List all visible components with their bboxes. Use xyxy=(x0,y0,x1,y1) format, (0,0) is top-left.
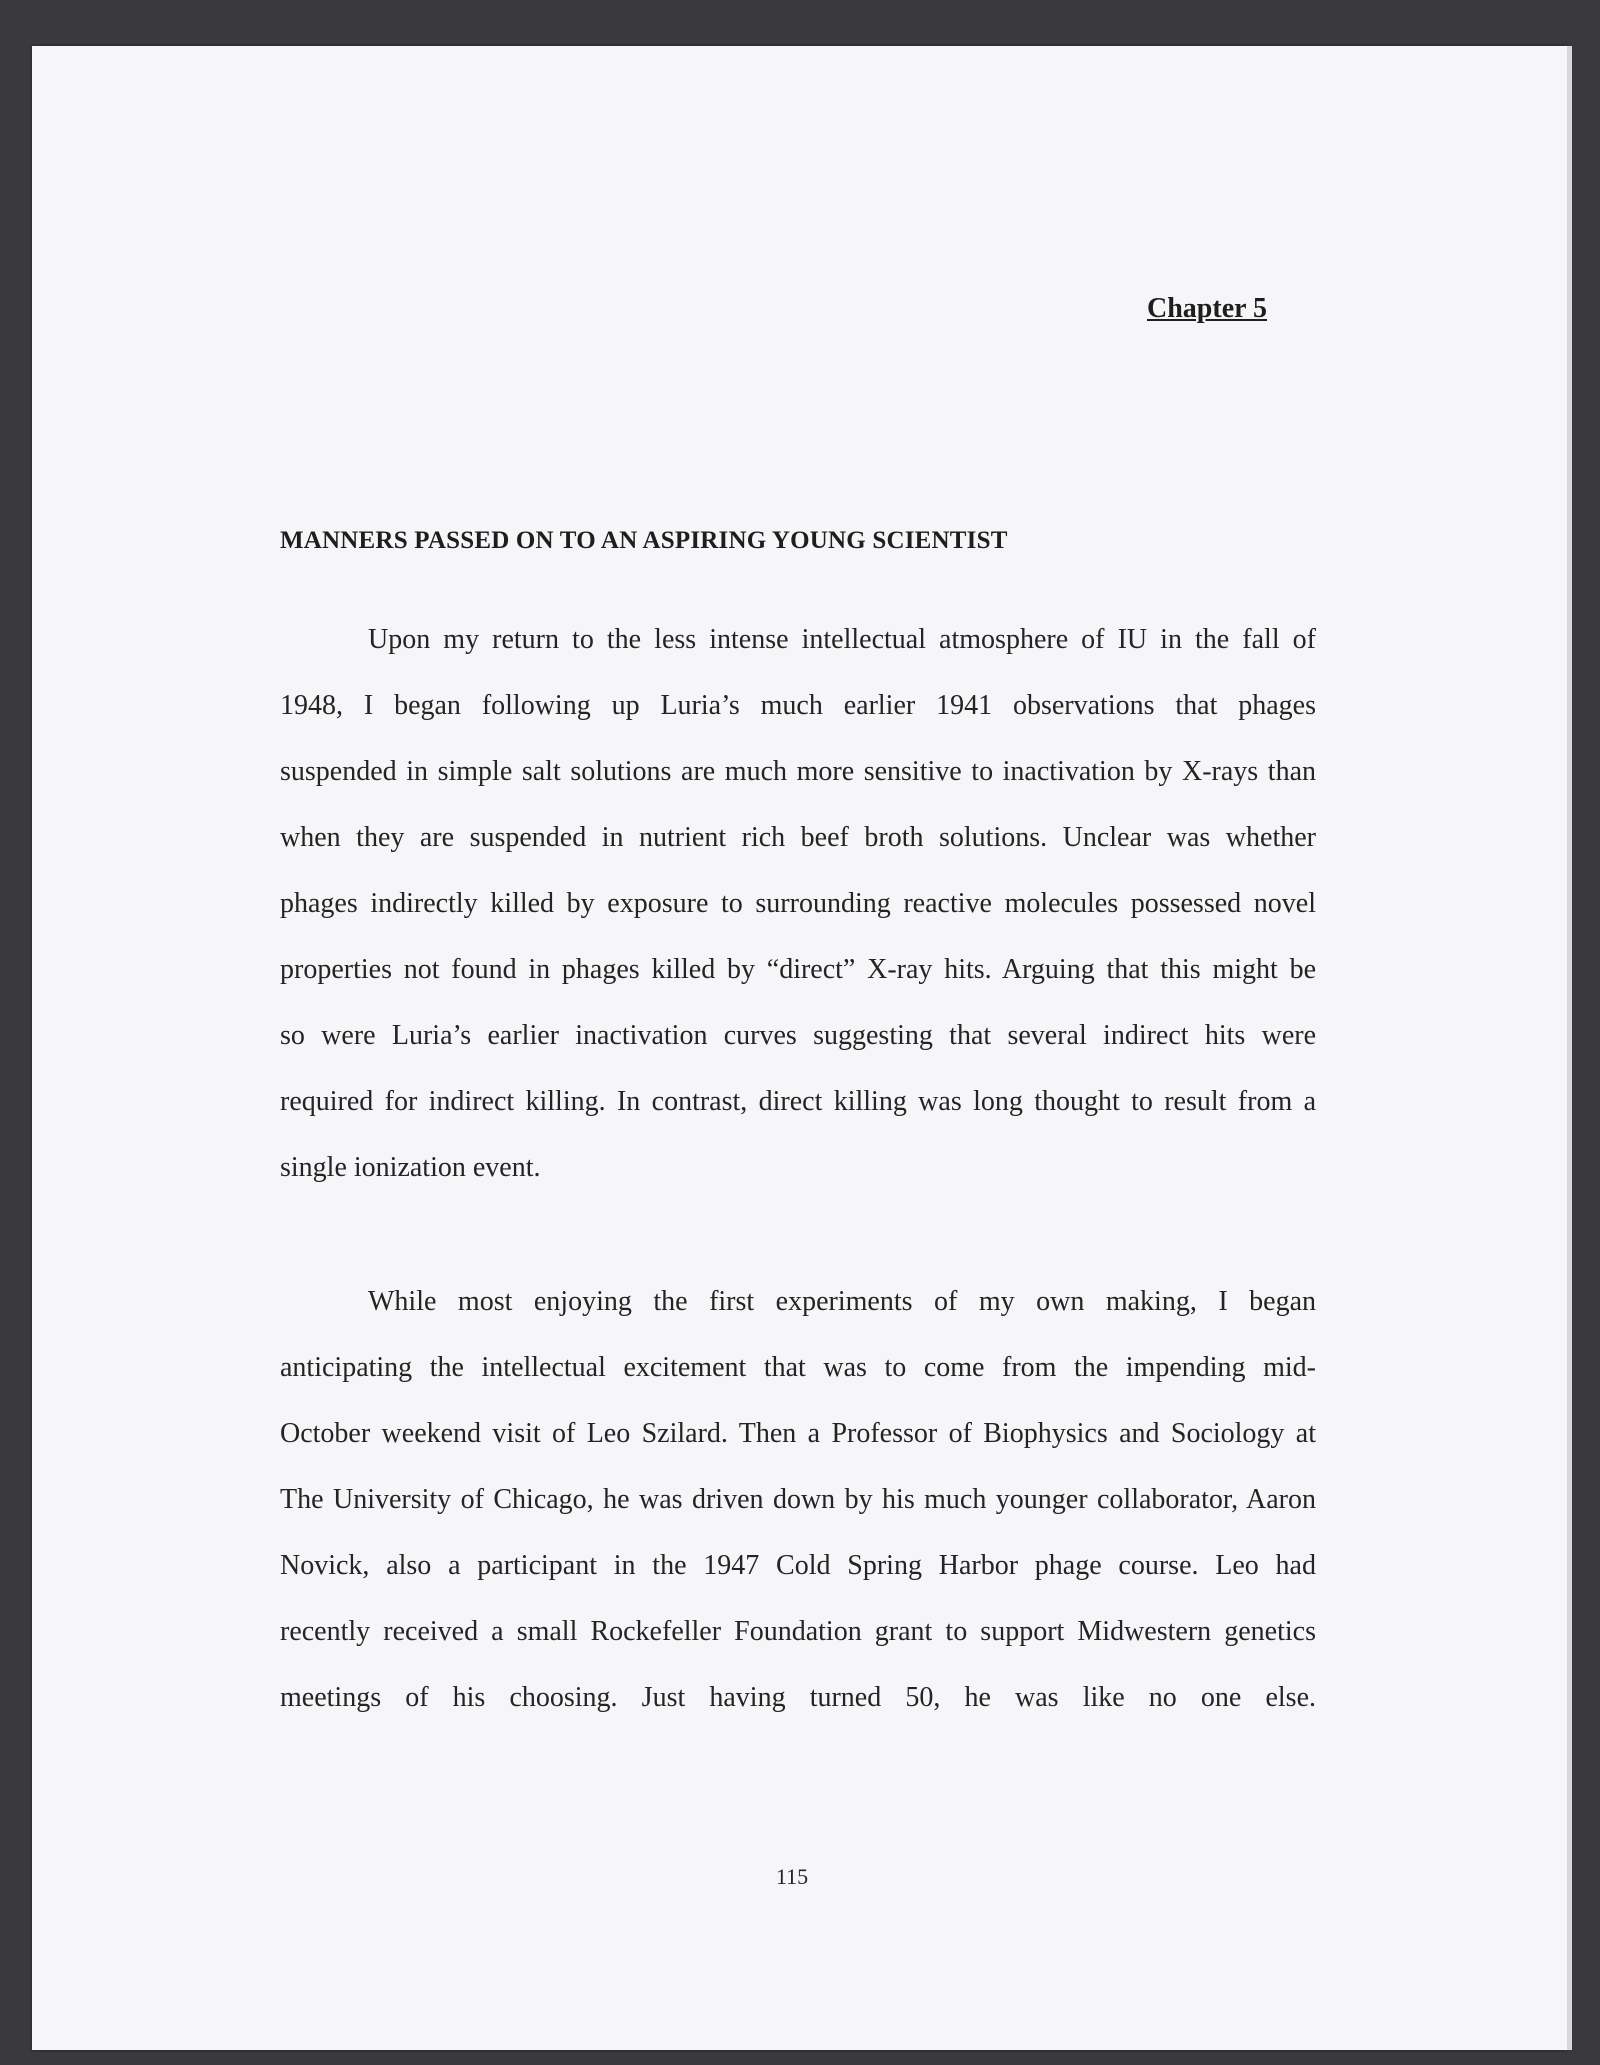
paragraph-1-line: single ionization event. xyxy=(280,1152,541,1183)
page-edge xyxy=(1567,46,1572,2050)
paragraph-2-line: recently received a small Rockefeller Foundation grant to support Midwestern genetics xyxy=(280,1616,1316,1647)
paragraph-1-line: Upon my return to the less intense intellectual atmosphere of IU in the fall of xyxy=(368,624,1316,655)
paragraph-2-line: Novick, also a participant in the 1947 Cold Spring Harbor phage course. Leo had xyxy=(280,1550,1316,1581)
paragraph-1-line: 1948, I began following up Luria’s much earlier 1941 observations that phages xyxy=(280,690,1316,721)
paragraph-1-line: properties not found in phages killed by “direct” X-ray hits. Arguing that this might be xyxy=(280,954,1316,985)
paragraph-2-line: The University of Chicago, he was driven down by his much younger collaborator, Aaron xyxy=(280,1484,1316,1515)
paragraph-2-line: October weekend visit of Leo Szilard. Then a Professor of Biophysics and Sociology at xyxy=(280,1418,1316,1449)
paragraph-1-line: phages indirectly killed by exposure to surrounding reactive molecules possessed novel xyxy=(280,888,1316,919)
paragraph-2-line: anticipating the intellectual excitement that was to come from the impending mid- xyxy=(280,1352,1316,1383)
paragraph-1-line: required for indirect killing. In contrast, direct killing was long thought to result from a xyxy=(280,1086,1316,1117)
section-heading: MANNERS PASSED ON TO AN ASPIRING YOUNG SCIENTIST xyxy=(280,527,1008,554)
paragraph-2-line: meetings of his choosing. Just having turned 50, he was like no one else. xyxy=(280,1682,1316,1713)
paragraph-2-line: While most enjoying the first experiments of my own making, I began xyxy=(368,1286,1316,1317)
paragraph-1-line: when they are suspended in nutrient rich beef broth solutions. Unclear was whether xyxy=(280,822,1316,853)
paragraph-1-line: so were Luria’s earlier inactivation curves suggesting that several indirect hits were xyxy=(280,1020,1316,1051)
paragraph-1-line: suspended in simple salt solutions are much more sensitive to inactivation by X-rays than xyxy=(280,756,1316,787)
page-number: 115 xyxy=(776,1864,809,1889)
chapter-title: Chapter 5 xyxy=(1147,293,1268,324)
